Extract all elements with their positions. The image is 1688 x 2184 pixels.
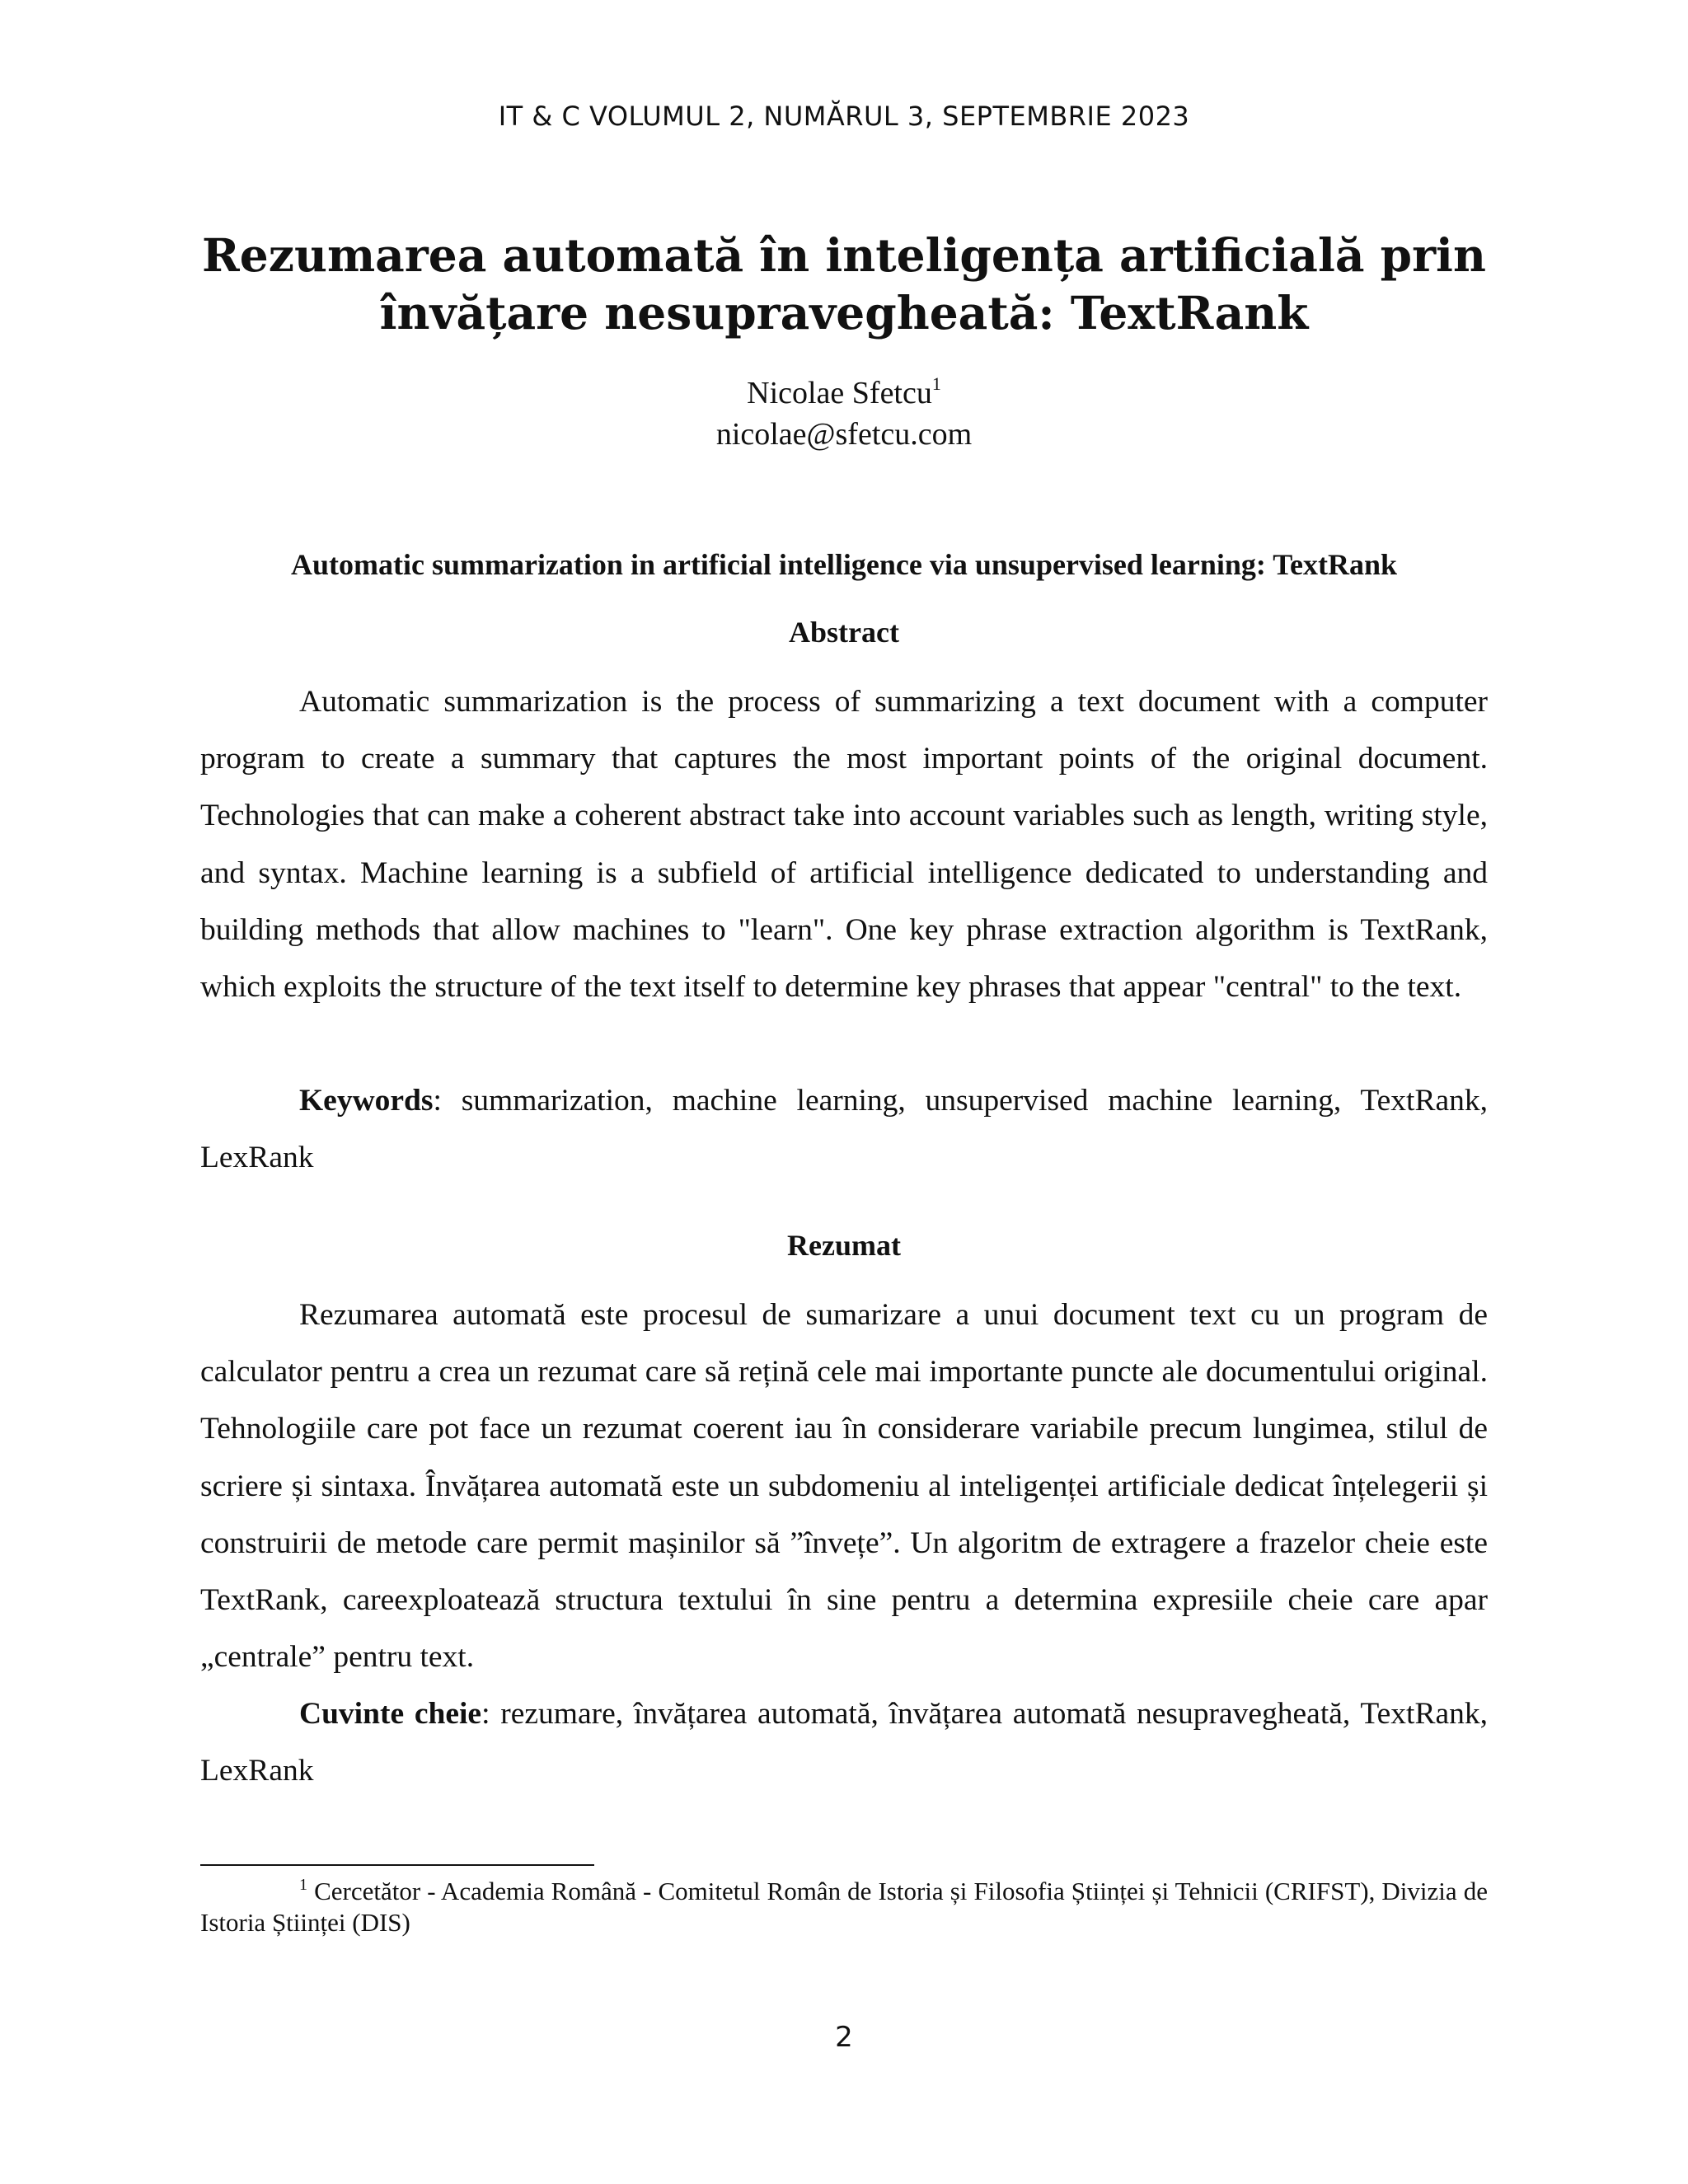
author-name: Nicolae Sfetcu	[747, 376, 932, 410]
author-line	[0, 373, 1688, 414]
rezumat-keywords	[200, 1685, 1488, 1799]
page-number: 2	[835, 2021, 853, 2054]
abstract-text: Automatic summarization is the process of summarizing a text document with a computer program to create a summary that captures the most important points of the original document. Technologies that can make a coherent abstract take into account variables such as length, writing style, and syntax. Machine learning is a subfield of artificial intelligence dedicated to understanding and building methods that allow machines to "learn". One key phrase extraction algorithm is TextRank, which exploits the structure of the text itself to determine key phrases that appear "central" to the text.	[200, 685, 1488, 1005]
footnote	[200, 1876, 1488, 1938]
abstract-heading: Abstract	[789, 616, 899, 649]
cuvinte-cheie-list: : rezumare, învățarea automată, învățarea automată nesupravegheată, TextRank, LexRank	[200, 1697, 1488, 1788]
abstract-keywords	[200, 1072, 1488, 1186]
footnote-separator	[200, 1864, 594, 1866]
rezumat-text: Rezumarea automată este procesul de sumarizare a unui document text cu un program de calculator pentru a crea un rezumat care să rețină cele mai importante puncte ale documentului original. Tehnologiile care pot face un rezumat coerent iau în considerare variabile precum lungimea, stilul de scriere și sintaxa. Învățarea automată este un subdomeniu al inteligenței artificiale dedicat înțelegerii și construirii de metode care permit mașinilor să ”învețe”. Un algoritm de extragere a frazelor cheie este TextRank, careexploatează structura textului în sine pentru a determina expresiile cheie care apar „centrale” pentru text.	[200, 1298, 1488, 1675]
english-title: Automatic summarization in artificial intelligence via unsupervised learning: TextRank	[291, 548, 1397, 581]
cuvinte-cheie-label: Cuvinte cheie	[299, 1697, 482, 1731]
footnote-mark: 1	[299, 1876, 307, 1894]
article-title: Rezumarea automată în inteligența artificială prin învățare nesupravegheată: TextRank	[202, 228, 1486, 340]
footnote-text: Cercetător - Academia Română - Comitetul Român de Istoria și Filosofia Științei și Tehnicii (CRIFST), Divizia de Istoria Științei (DIS)	[200, 1877, 1488, 1937]
keywords-label: Keywords	[299, 1084, 434, 1118]
rezumat-heading: Rezumat	[787, 1229, 901, 1262]
running-header: IT & C VOLUMUL 2, NUMĂRUL 3, SEPTEMBRIE 2023	[498, 101, 1190, 132]
author-email[interactable]: nicolae@sfetcu.com	[715, 417, 973, 452]
author-footnote-mark[interactable]: 1	[931, 373, 941, 394]
keywords-list: : summarization, machine learning, unsupervised machine learning, TextRank, LexRank	[200, 1084, 1488, 1175]
